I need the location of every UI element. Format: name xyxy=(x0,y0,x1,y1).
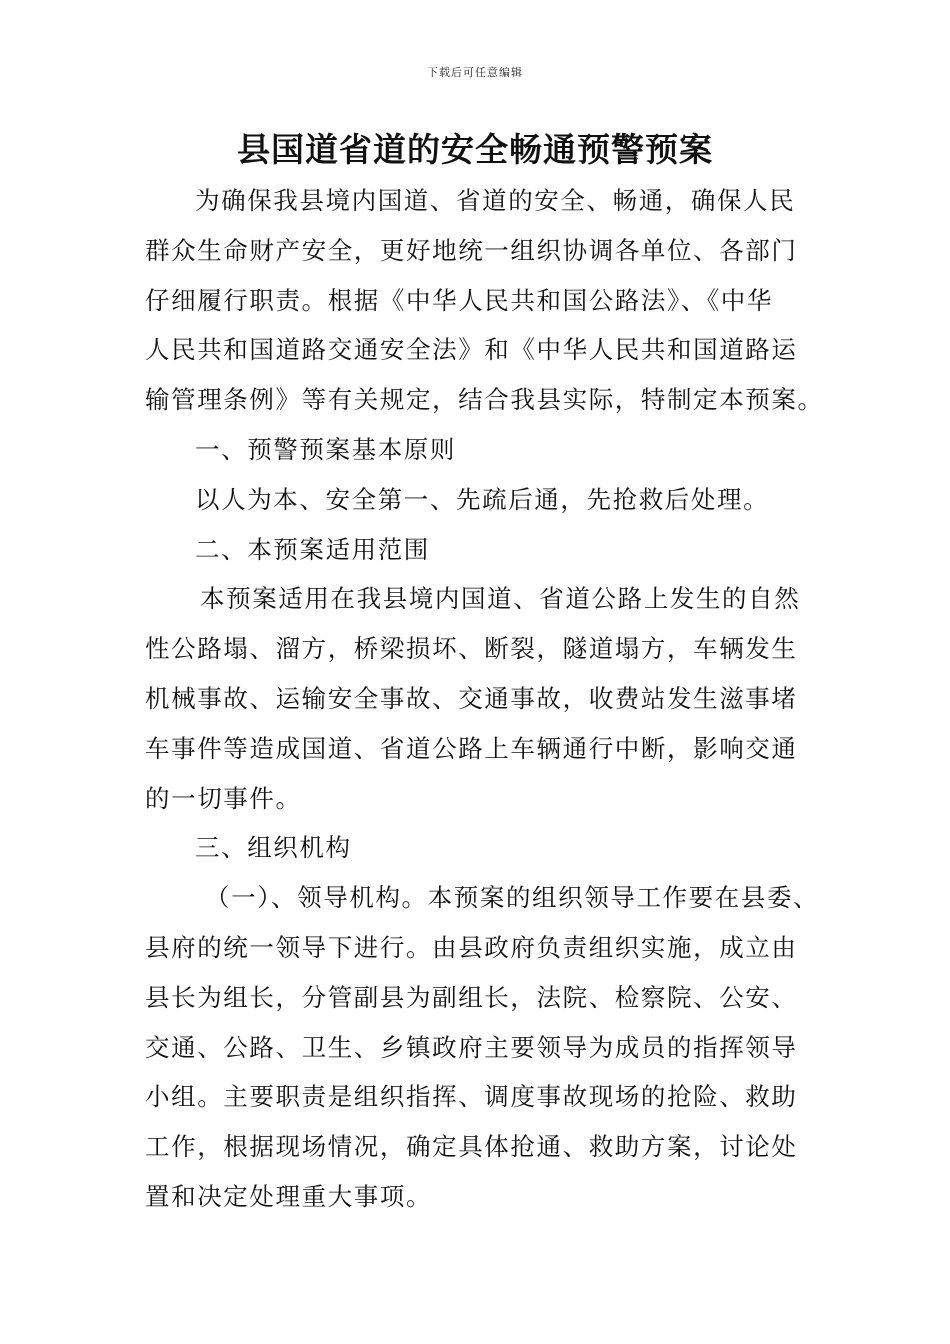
paragraph-line: 输管理条例》等有关规定，结合我县实际，特制定本预案。 xyxy=(145,385,824,415)
paragraph-line: 小组。主要职责是组织指挥、调度事故现场的抢险、救助 xyxy=(145,1082,798,1112)
paragraph-line: 仔细履行职责。根据《中华人民共和国公路法》、《中华 xyxy=(145,285,773,315)
paragraph-line: 为确保我县境内国道、省道的安全、畅通，确保人民 xyxy=(195,186,796,215)
paragraph-line: 群众生命财产安全，更好地统一组织协调各单位、各部门 xyxy=(145,235,798,265)
paragraph-line: 县长为组长，分管副县为副组长，法院、检察院、公安、 xyxy=(145,982,798,1012)
document-body xyxy=(145,176,835,1222)
paragraph-line: 性公路塌、溜方，桥梁损坏、断裂，隧道塌方，车辆发生 xyxy=(145,634,798,664)
section-heading: 一、预警预案基本原则 xyxy=(195,434,456,464)
section-heading: 二、本预案适用范围 xyxy=(195,534,430,564)
paragraph-line: 人民共和国道路交通安全法》和《中华人民共和国道路运 xyxy=(145,335,798,365)
paragraph-line: 的一切事件。 xyxy=(145,783,302,813)
document-title: 县国道省道的安全畅通预警预案 xyxy=(237,130,713,169)
section-heading: 三、组织机构 xyxy=(195,833,352,863)
paragraph-line: 交通、公路、卫生、乡镇政府主要领导为成员的指挥领导 xyxy=(145,1032,798,1062)
paragraph-line: 本预案适用在我县境内国道、省道公路上发生的自然 xyxy=(200,584,801,614)
paragraph-line: 工作，根据现场情况，确定具体抢通、救助方案，讨论处 xyxy=(145,1132,798,1162)
paragraph-line: 县府的统一领导下进行。由县政府负责组织实施，成立由 xyxy=(145,932,798,962)
paragraph-line: 置和决定处理重大事项。 xyxy=(145,1181,433,1211)
paragraph-line: （一）、领导机构。本预案的组织领导工作要在县委、 xyxy=(205,883,820,913)
paragraph-line: 以人为本、安全第一、先疏后通，先抢救后处理。 xyxy=(195,484,770,514)
header-note: 下载后可任意编辑 xyxy=(427,66,523,79)
paragraph-line: 机械事故、运输安全事故、交通事故，收费站发生滋事堵 xyxy=(145,683,798,713)
paragraph-line: 车事件等造成国道、省道公路上车辆通行中断，影响交通 xyxy=(145,733,798,763)
